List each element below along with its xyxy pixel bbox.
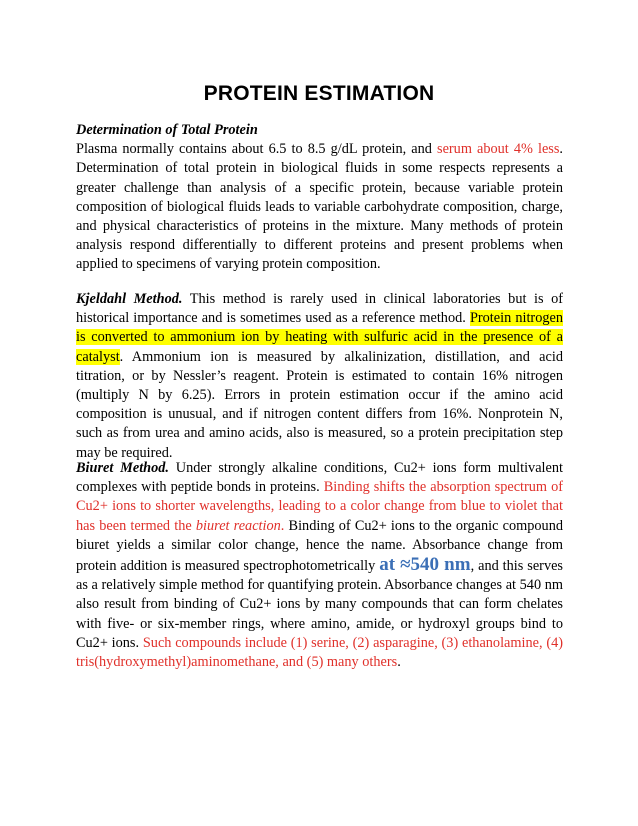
wavelength-emphasis: at ≈540 nm <box>379 554 471 576</box>
red-text: Such compounds include (1) serine, (2) asparagine, (3) ethanolamine, (4) tris(hydroxymethyl)aminomethane, and (5) many others <box>76 634 563 671</box>
page-title: PROTEIN ESTIMATION <box>203 82 435 105</box>
red-text: serum about 4% less <box>437 141 560 158</box>
body-text: This method is rarely used in clinical laboratories but is of historical importance and is sometimes used as a reference method. <box>76 291 563 327</box>
section-body <box>76 140 563 274</box>
body-text: . Ammonium ion is measured by alkalinization, distillation, and acid titration, or by Nessler’s reagent. Protein is estimated to contain 16% nitrogen (multiply N by 6.25). Errors in protein estimation occur if the amino acid composition is unusual, and if nitrogen content differs from 16%. Nonprotein N, such as from urea and amino acids, also is measured, so a protein precipitation step may be required. <box>76 348 563 461</box>
section-heading: Biuret Method. <box>76 460 169 476</box>
section-biuret <box>76 459 563 672</box>
body-text: . Determination of total protein in biological fluids in some respects represents a greater challenge than analysis of a specific protein, because variable protein composition of biological fluids leads to variable carbohydrate composition, charge, and physical characteristics of proteins in the mixture. Many methods of protein analysis respond differentially to different proteins and present problems when applied to specimens of varying protein composition. <box>76 141 563 273</box>
body-text: , and this serves as a relatively simple method for quantifying protein. Absorbance changes at 540 nm also result from binding of Cu2+ ions by many compounds that can form chelates with five- or six-member rings, where amino, amide, or hydroxyl groups bind to Cu2+ ions. <box>76 558 563 651</box>
section-total-protein <box>76 121 563 275</box>
red-italic-text: biuret reaction <box>195 517 281 534</box>
section-kjeldahl <box>76 290 563 463</box>
section-heading: Kjeldahl Method. <box>76 291 183 307</box>
body-text: Plasma normally contains about 6.5 to 8.5 g/dL protein, and <box>76 141 438 158</box>
highlighted-text: Protein nitrogen is converted to ammonium ion by heating with sulfuric acid in the presence of a catalyst <box>76 310 563 365</box>
body-text: Binding of Cu2+ ions to the organic compound biuret yields a similar color change, hence the name. Absorbance change from protein addition is measured spectrophotometrically <box>76 517 563 575</box>
body-text: . <box>397 654 401 671</box>
section-heading: Determination of Total Protein <box>76 122 258 138</box>
red-text: Binding shifts the absorption spectrum of Cu2+ ions to shorter wavelengths, leading to a color change from blue to violet that has been termed the <box>76 479 563 534</box>
body-text: Under strongly alkaline conditions, Cu2+ ions form multivalent complexes with peptide bonds in proteins. <box>76 460 563 496</box>
red-text: . <box>280 517 285 534</box>
